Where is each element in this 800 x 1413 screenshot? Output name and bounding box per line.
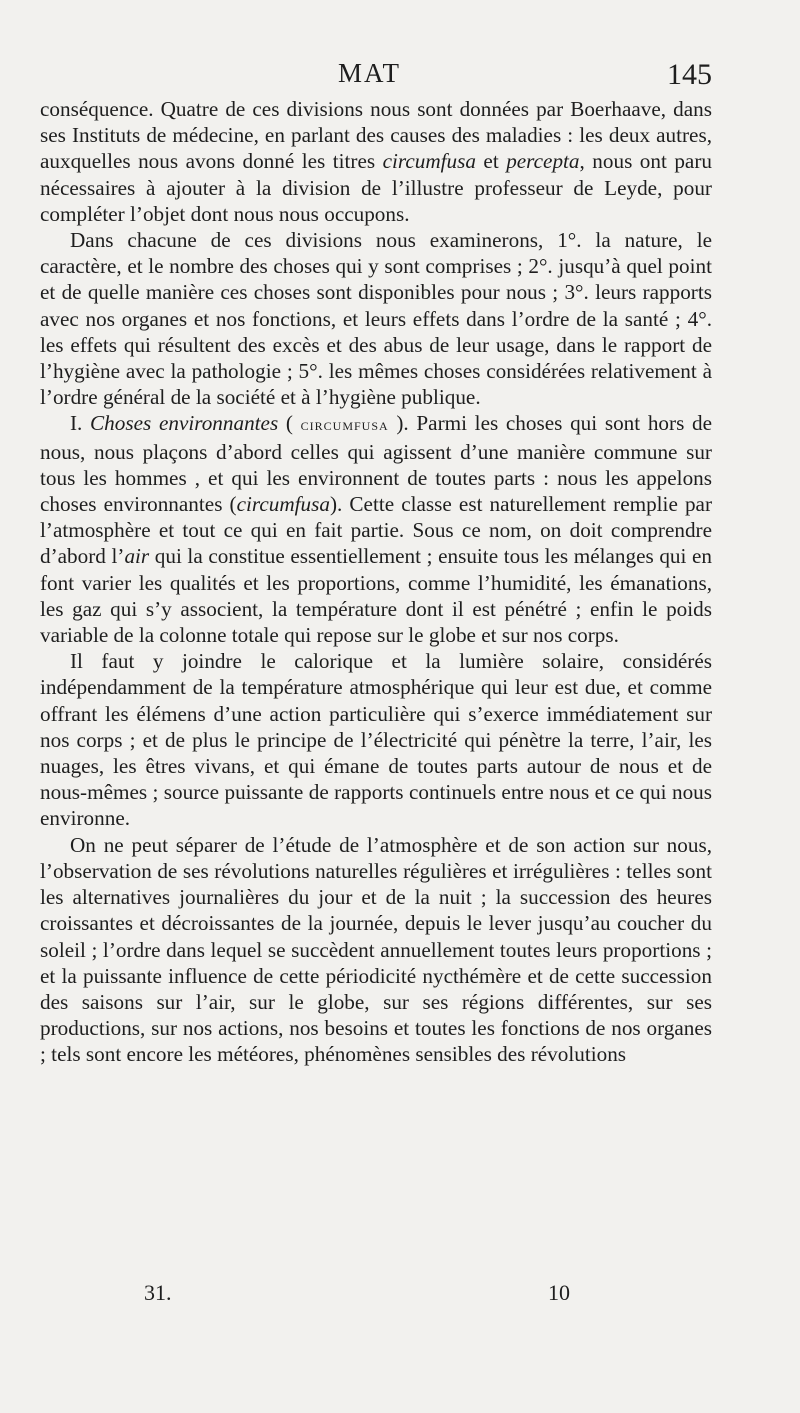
paragraph-3-mid: ). Cette classe est naturellement remplie par l’atmosphère et tout ce qui en fait partie. Sous ce nom, on doit comprendre d’abord l’ [40, 492, 713, 569]
term-circumfusa-2: circumfusa [236, 492, 330, 517]
sheet-number: 10 [548, 1280, 570, 1305]
paren-open: ( [278, 411, 301, 436]
page-number: 145 [667, 58, 712, 91]
paragraph-1-conjunction: et [475, 149, 507, 174]
signature-mark: 31. [144, 1280, 172, 1305]
latin-term: circumfusa [300, 415, 389, 435]
paragraph-2: Dans chacune de ces divisions nous examinerons, 1°. la nature, le caractère, et le nombre des choses qui y sont comprises ; 2°. jusqu’à quel point et de quelle manière ces choses sont disponibles pour nous ; 3°. leurs rapports avec nos organes et nos fonctions, et leurs effets dans l’ordre de la santé ; 4°. les effets qui résultent des excès et des abus de leur usage, dans le rapport de l’hygiène avec la pathologie ; 5°. les mêmes choses considérées relativement à l’ordre général de la société et à l’hygiène publique. [40, 228, 712, 410]
paragraph-5: On ne peut séparer de l’étude de l’atmosphère et de son action sur nous, l’observation de ses révolutions naturelles régulières et irrégulières : telles sont les alternatives journalières du jour et de la nuit ; la succession des heures croissantes et décroissantes de la journée, depuis le lever jusqu’au coucher du soleil ; l’ordre dans lequel se succèdent annuellement toutes leurs proportions ; et la puissante influence de cette périodicité nycthémère et de cette succession des saisons sur l’air, sur le globe, sur ses régions différentes, sur ses productions, sur nos actions, nos besoins et toutes les fonctions de nos organes ; tels sont encore les météores, phénomènes sensibles des révolutions [40, 832, 712, 1067]
term-air: air [124, 544, 150, 569]
running-head: MAT [338, 58, 402, 88]
paragraph-1 [40, 96, 712, 227]
page-footer [40, 1280, 712, 1310]
section-number: I. [70, 411, 91, 436]
body-text [40, 96, 712, 1068]
term-circumfusa: circumfusa [382, 149, 476, 174]
paragraph-1-text: conséquence. Quatre de ces divisions nous sont données par Boerhaave, dans ses Instituts de médecine, en parlant des causes des maladies : les deux autres, auxquelles nous avons donné les titres [40, 97, 712, 174]
page-header [40, 58, 712, 98]
paragraph-3 [40, 410, 712, 648]
paragraph-3-text: ). Parmi les choses qui sont hors de nous, nous plaçons d’abord celles qui agissent d’une manière commune sur tous les hommes , et qui les environnent de toutes parts : nous les appelons choses environnantes ( [40, 411, 713, 517]
section-title: Choses environnantes [90, 411, 279, 436]
paragraph-1-end: , nous ont paru nécessaires à ajouter à la division de l’illustre professeur de Leyde, pour compléter l’objet dont nous nous occupons. [40, 149, 712, 226]
paragraph-4: Il faut y joindre le calorique et la lumière solaire, considérés indépendamment de la température atmosphérique qui leur est due, et comme offrant les élémens d’une action particulière qui s’exerce immédiatement sur nos corps ; et de plus le principe de l’électricité qui pénètre la terre, l’air, les nuages, les êtres vivans, et qui émane de toutes parts autour de nous et de nous-mêmes ; source puissante de rapports continuels entre nous et ce qui nous environne. [40, 649, 712, 831]
term-percepta: percepta [506, 149, 580, 174]
paragraph-3-end: qui la constitue essentiellement ; ensuite tous les mélanges qui en font varier les qualités et les proportions, comme l’humidité, les émanations, les gaz qui s’y associent, la température dont il est pénétré ; enfin le poids variable de la colonne totale qui repose sur le globe et sur nos corps. [40, 544, 712, 648]
